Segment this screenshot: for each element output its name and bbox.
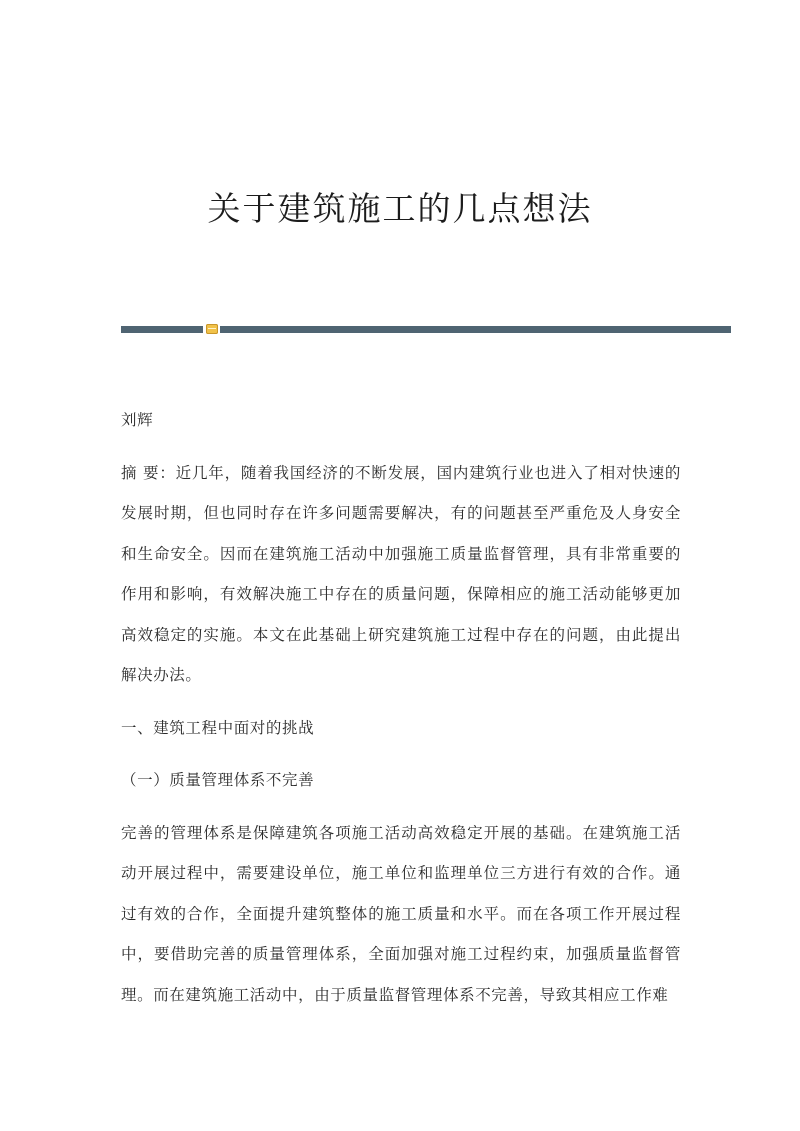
document-body: [121, 400, 681, 1027]
abstract-paragraph: 摘 要：近几年，随着我国经济的不断发展，国内建筑行业也进入了相对快速的发展时期，但也同时存在许多问题需要解决，有的问题甚至严重危及人身安全和生命安全。因而在建筑施工活动中加强施工质量监督管理，具有非常重要的作用和影响，有效解决施工中存在的质量问题，保障相应的施工活动能够更加高效稳定的实施。本文在此基础上研究建筑施工过程中存在的问题，由此提出解决办法。: [121, 463, 681, 684]
document-title: 关于建筑施工的几点想法: [207, 189, 593, 228]
subsection-heading: （一）质量管理体系不完善: [121, 771, 315, 789]
title-divider: [121, 324, 731, 334]
divider-bar-right: [220, 326, 731, 333]
section-heading: 一、建筑工程中面对的挑战: [121, 718, 315, 737]
ornament-icon: [206, 324, 218, 334]
body-paragraph: 完善的管理体系是保障建筑各项施工活动高效稳定开展的基础。在建筑施工活动开展过程中，需要建设单位，施工单位和监理单位三方进行有效的合作。通过有效的合作，全面提升建筑整体的施工质量和水平。而在各项工作开展过程中，要借助完善的质量管理体系，全面加强对施工过程约束，加强质量监督管理。而在建筑施工活动中，由于质量监督管理体系不完善，导致其相应工作难: [121, 823, 681, 1004]
author-name: 刘辉: [121, 411, 154, 429]
divider-bar-left: [121, 326, 203, 333]
